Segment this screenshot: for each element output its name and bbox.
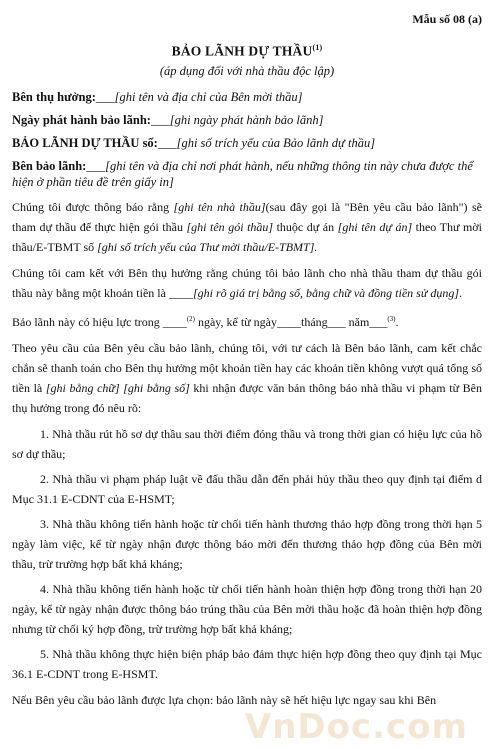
footnote-ref: (2): [186, 314, 195, 323]
footnote-ref: (3): [387, 314, 396, 323]
placeholder-text: [ghi số trích yếu của Thư mời thầu/E-TBMT].: [97, 239, 318, 254]
text-run: .: [395, 314, 399, 329]
list-item: 3. Nhà thầu không tiến hành hoặc từ chối tiến hành thương thảo hợp đồng trong thời hạn 5 ngày làm việc, kể từ ngày nhận được thông báo mời đến thương thảo hợp đồng của Bên mời thầu, trừ trường hợp bất khả kháng;: [12, 516, 482, 571]
field-beneficiary: [12, 89, 482, 105]
field-value: [ghi tên và địa chỉ của Bên mời thầu]: [114, 89, 303, 104]
placeholder-text: [ghi rõ giá trị bằng số, bằng chữ và đồng tiền sử dụng]: [192, 285, 460, 300]
field-blank: ___: [86, 158, 106, 173]
text-run: Bảo lãnh này có hiệu lực trong ____: [12, 314, 187, 329]
list-item: 2. Nhà thầu vi phạm pháp luật về đấu thầu dẫn đến phải hủy thầu theo quy định tại điểm d Mục 31.1 E-CDNT của E-HSMT;: [12, 471, 482, 506]
placeholder-text: [ghi bằng chữ] [ghi bằng số]: [45, 380, 190, 395]
text-run: Chúng tôi cam kết với Bên thụ hưởng rằng chúng tôi bảo lãnh cho nhà thầu tham dự thầu gói thầu này bằng một khoản tiền là ____: [12, 265, 482, 300]
placeholder-text: [ghi tên dự án]: [337, 219, 413, 234]
placeholder-text: [ghi tên gói thầu]: [186, 219, 274, 234]
field-issue-date: [12, 112, 482, 128]
field-label: BẢO LÃNH DỰ THẦU số:: [12, 135, 158, 150]
text-run: Theo yêu cầu của Bên yêu cầu bảo lãnh, chúng tôi, với tư cách là Bên bảo lãnh, cam kết chắc chắn sẽ thanh toán cho Bên thụ hưởng một khoản tiền hay các khoản tiền không vượt quá tổng số tiền là: [12, 340, 482, 395]
field-value: [ghi tên và địa chỉ nơi phát hành, nếu những thông tin này chưa được thể hiện ở phần tiêu đề trên giấy in]: [12, 158, 473, 189]
paragraph-commitment: [12, 263, 482, 303]
field-value: [ghi ngày phát hành bảo lãnh]: [169, 112, 324, 127]
paragraph-payment-terms: [12, 338, 482, 418]
placeholder-text: [ghi tên nhà thầu]: [173, 199, 266, 214]
document-subtitle: (áp dụng đối với nhà thầu độc lập): [159, 63, 335, 78]
paragraph-notification: [12, 197, 482, 257]
paragraph-expiry: Nếu Bên yêu cầu bảo lãnh được lựa chọn: bảo lãnh này sẽ hết hiệu lực ngay sau khi Bên: [12, 692, 437, 707]
list-item: 1. Nhà thầu rút hồ sơ dự thầu sau thời điểm đóng thầu và trong thời gian có hiệu lực của hồ sơ dự thầu;: [12, 426, 482, 461]
document-title: [12, 43, 482, 60]
field-value: [ghi số trích yếu của Bảo lãnh dự thầu]: [176, 135, 376, 150]
field-blank: ___: [95, 89, 115, 104]
title-text: BẢO LÃNH DỰ THẦU: [171, 43, 313, 59]
watermark-logo: VnDoc.com: [244, 707, 468, 747]
text-run: khi nhận được văn bản thông báo nhà thầu vi phạm từ Bên thụ hưởng trong đó nêu rõ:: [12, 380, 483, 415]
paragraph-validity: [12, 309, 482, 332]
list-item: 4. Nhà thầu không tiến hành hoặc từ chối tiến hành hoàn thiện hợp đồng trong thời hạn 20 ngày, kể từ ngày nhận được thông báo trúng thầu của Bên mời thầu hoặc đã hoàn thiện hợp đồng nhưng từ chối ký hợp đồng, trừ trường hợp bất khả kháng;: [12, 581, 482, 636]
text-run: thuộc dự án: [273, 219, 338, 234]
field-label: Ngày phát hành bảo lãnh:: [12, 112, 151, 127]
field-label: Bên thụ hưởng:: [12, 89, 96, 104]
text-run: theo Thư mời thầu/E-TBMT số: [12, 219, 482, 254]
text-run: ngày, kể từ ngày____tháng___ năm___: [194, 314, 388, 329]
form-number: Mẫu số 08 (a): [412, 12, 482, 26]
field-blank: ___: [157, 135, 177, 150]
field-guarantee-number: [12, 135, 482, 151]
text-run: Chúng tôi được thông báo rằng: [12, 199, 174, 214]
text-run: (sau đây gọi là "Bên yêu cầu bảo lãnh") sẽ tham dự thầu để thực hiện gói thầu: [12, 199, 482, 234]
field-blank: ___: [150, 112, 170, 127]
list-item: 5. Nhà thầu không thực hiện biện pháp bảo đảm thực hiện hợp đồng theo quy định tại Mục 36.1 E-CDNT trong E-HSMT.: [12, 646, 482, 681]
text-run: .: [459, 285, 463, 300]
field-label: Bên bảo lãnh:: [12, 158, 87, 173]
field-guarantor: [12, 158, 482, 190]
title-footnote-ref: (1): [312, 43, 323, 52]
